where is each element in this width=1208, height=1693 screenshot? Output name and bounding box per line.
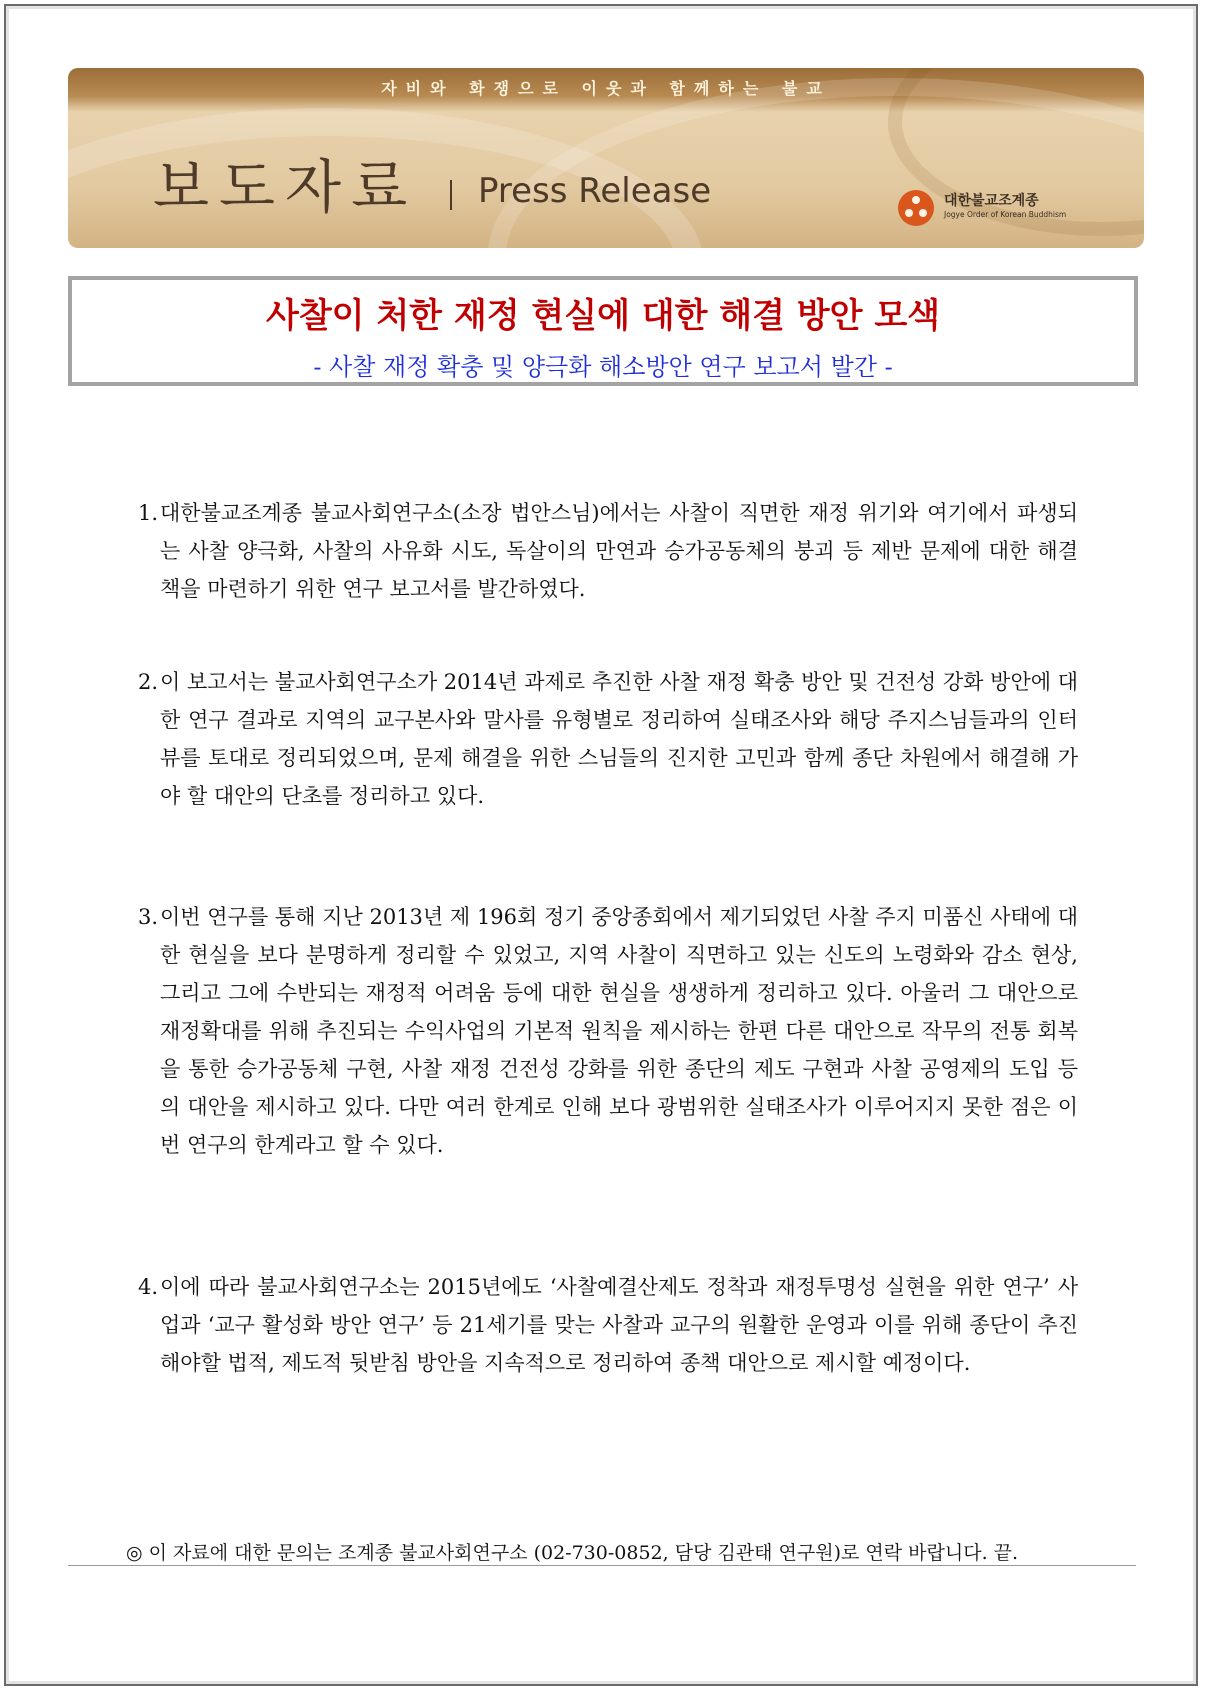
contact-note: ◎ 이 자료에 대한 문의는 조계종 불교사회연구소 (02-730-0852, 담당 김관태 연구원)로 연락 바랍니다. 끝. [126,1542,1019,1564]
org-name: 대한불교조계종 [944,193,1039,209]
banner-slogan: 자비와 화쟁으로 이웃과 함께하는 불교 [381,79,831,98]
headline-box [68,276,1138,386]
headline-subtitle: - 사찰 재정 확충 및 양극화 해소방안 연구 보고서 발간 - [313,353,893,381]
footer-divider [68,1565,1136,1566]
paragraph-text: 대한불교조계종 불교사회연구소(소장 법안스님)에서는 사찰이 직면한 재정 위기와 여기에서 파생되는 사찰 양극화, 사찰의 사유화 시도, 독살이의 만연과 승가공동체의 붕괴 등 제반 문제에 대한 해결책을 마련하기 위한 연구 보고서를 발간하였다. [160,501,1078,601]
paragraph-number: 4. [138,1275,159,1299]
press-release-banner [68,68,1144,248]
page-frame [4,4,1198,1686]
paragraph-text: 이 보고서는 불교사회연구소가 2014년 과제로 추진한 사찰 재정 확충 방안 및 건전성 강화 방안에 대한 연구 결과로 지역의 교구본사와 말사를 유형별로 정리하여 실태조사와 해당 주지스님들과의 인터뷰를 토대로 정리되었으며, 문제 해결을 위한 스님들의 진지한 고민과 함께 종단 차원에서 해결해 가야 할 대안의 단초를 정리하고 있다. [160,670,1078,808]
paragraph-2 [138,663,1078,815]
paragraph-text: 이번 연구를 통해 지난 2013년 제 196회 정기 중앙종회에서 제기되었던 사찰 주지 미품신 사태에 대한 현실을 보다 분명하게 정리할 수 있었고, 지역 사찰이 직면하고 있는 신도의 노령화와 감소 현상, 그리고 그에 수반되는 재정적 어려움 등에 대한 현실을 생생하게 정리하고 있다. 아울러 그 대안으로 재정확대를 위해 추진되는 수익사업의 기본적 원칙을 제시하는 한편 다른 대안으로 작무의 전통 회복을 통한 승가공동체 구현, 사찰 재정 건전성 강화를 위한 종단의 제도 구현과 사찰 공영제의 도입 등의 대안을 제시하고 있다. 다만 여러 한계로 인해 보다 광범위한 실태조사가 이루어지지 못한 점은 이번 연구의 한계라고 할 수 있다. [160,905,1078,1157]
banner-title-english: Press Release [478,171,712,211]
paragraph-number: 2. [138,670,159,694]
paragraph-4 [138,1268,1078,1382]
three-jewels-logo-icon [898,190,934,226]
paragraph-number: 1. [138,501,159,525]
banner-title-divider [450,180,452,210]
paragraph-3 [138,898,1078,1164]
org-name-english: Jogye Order of Korean Buddhism [944,210,1067,219]
paragraph-text: 이에 따라 불교사회연구소는 2015년에도 ‘사찰예결산제도 정착과 재정투명성 실현을 위한 연구’ 사업과 ‘교구 활성화 방안 연구’ 등 21세기를 맞는 사찰과 교구의 원활한 운영과 이를 위해 종단이 추진해야할 법적, 제도적 뒷받침 방안을 지속적으로 정리하여 종책 대안으로 제시할 예정이다. [160,1275,1078,1375]
banner-title-korean: 보도자료 [153,153,418,221]
headline-title: 사찰이 처한 재정 현실에 대한 해결 방안 모색 [265,296,941,336]
paragraph-1 [138,494,1078,608]
paragraph-number: 3. [138,905,159,929]
